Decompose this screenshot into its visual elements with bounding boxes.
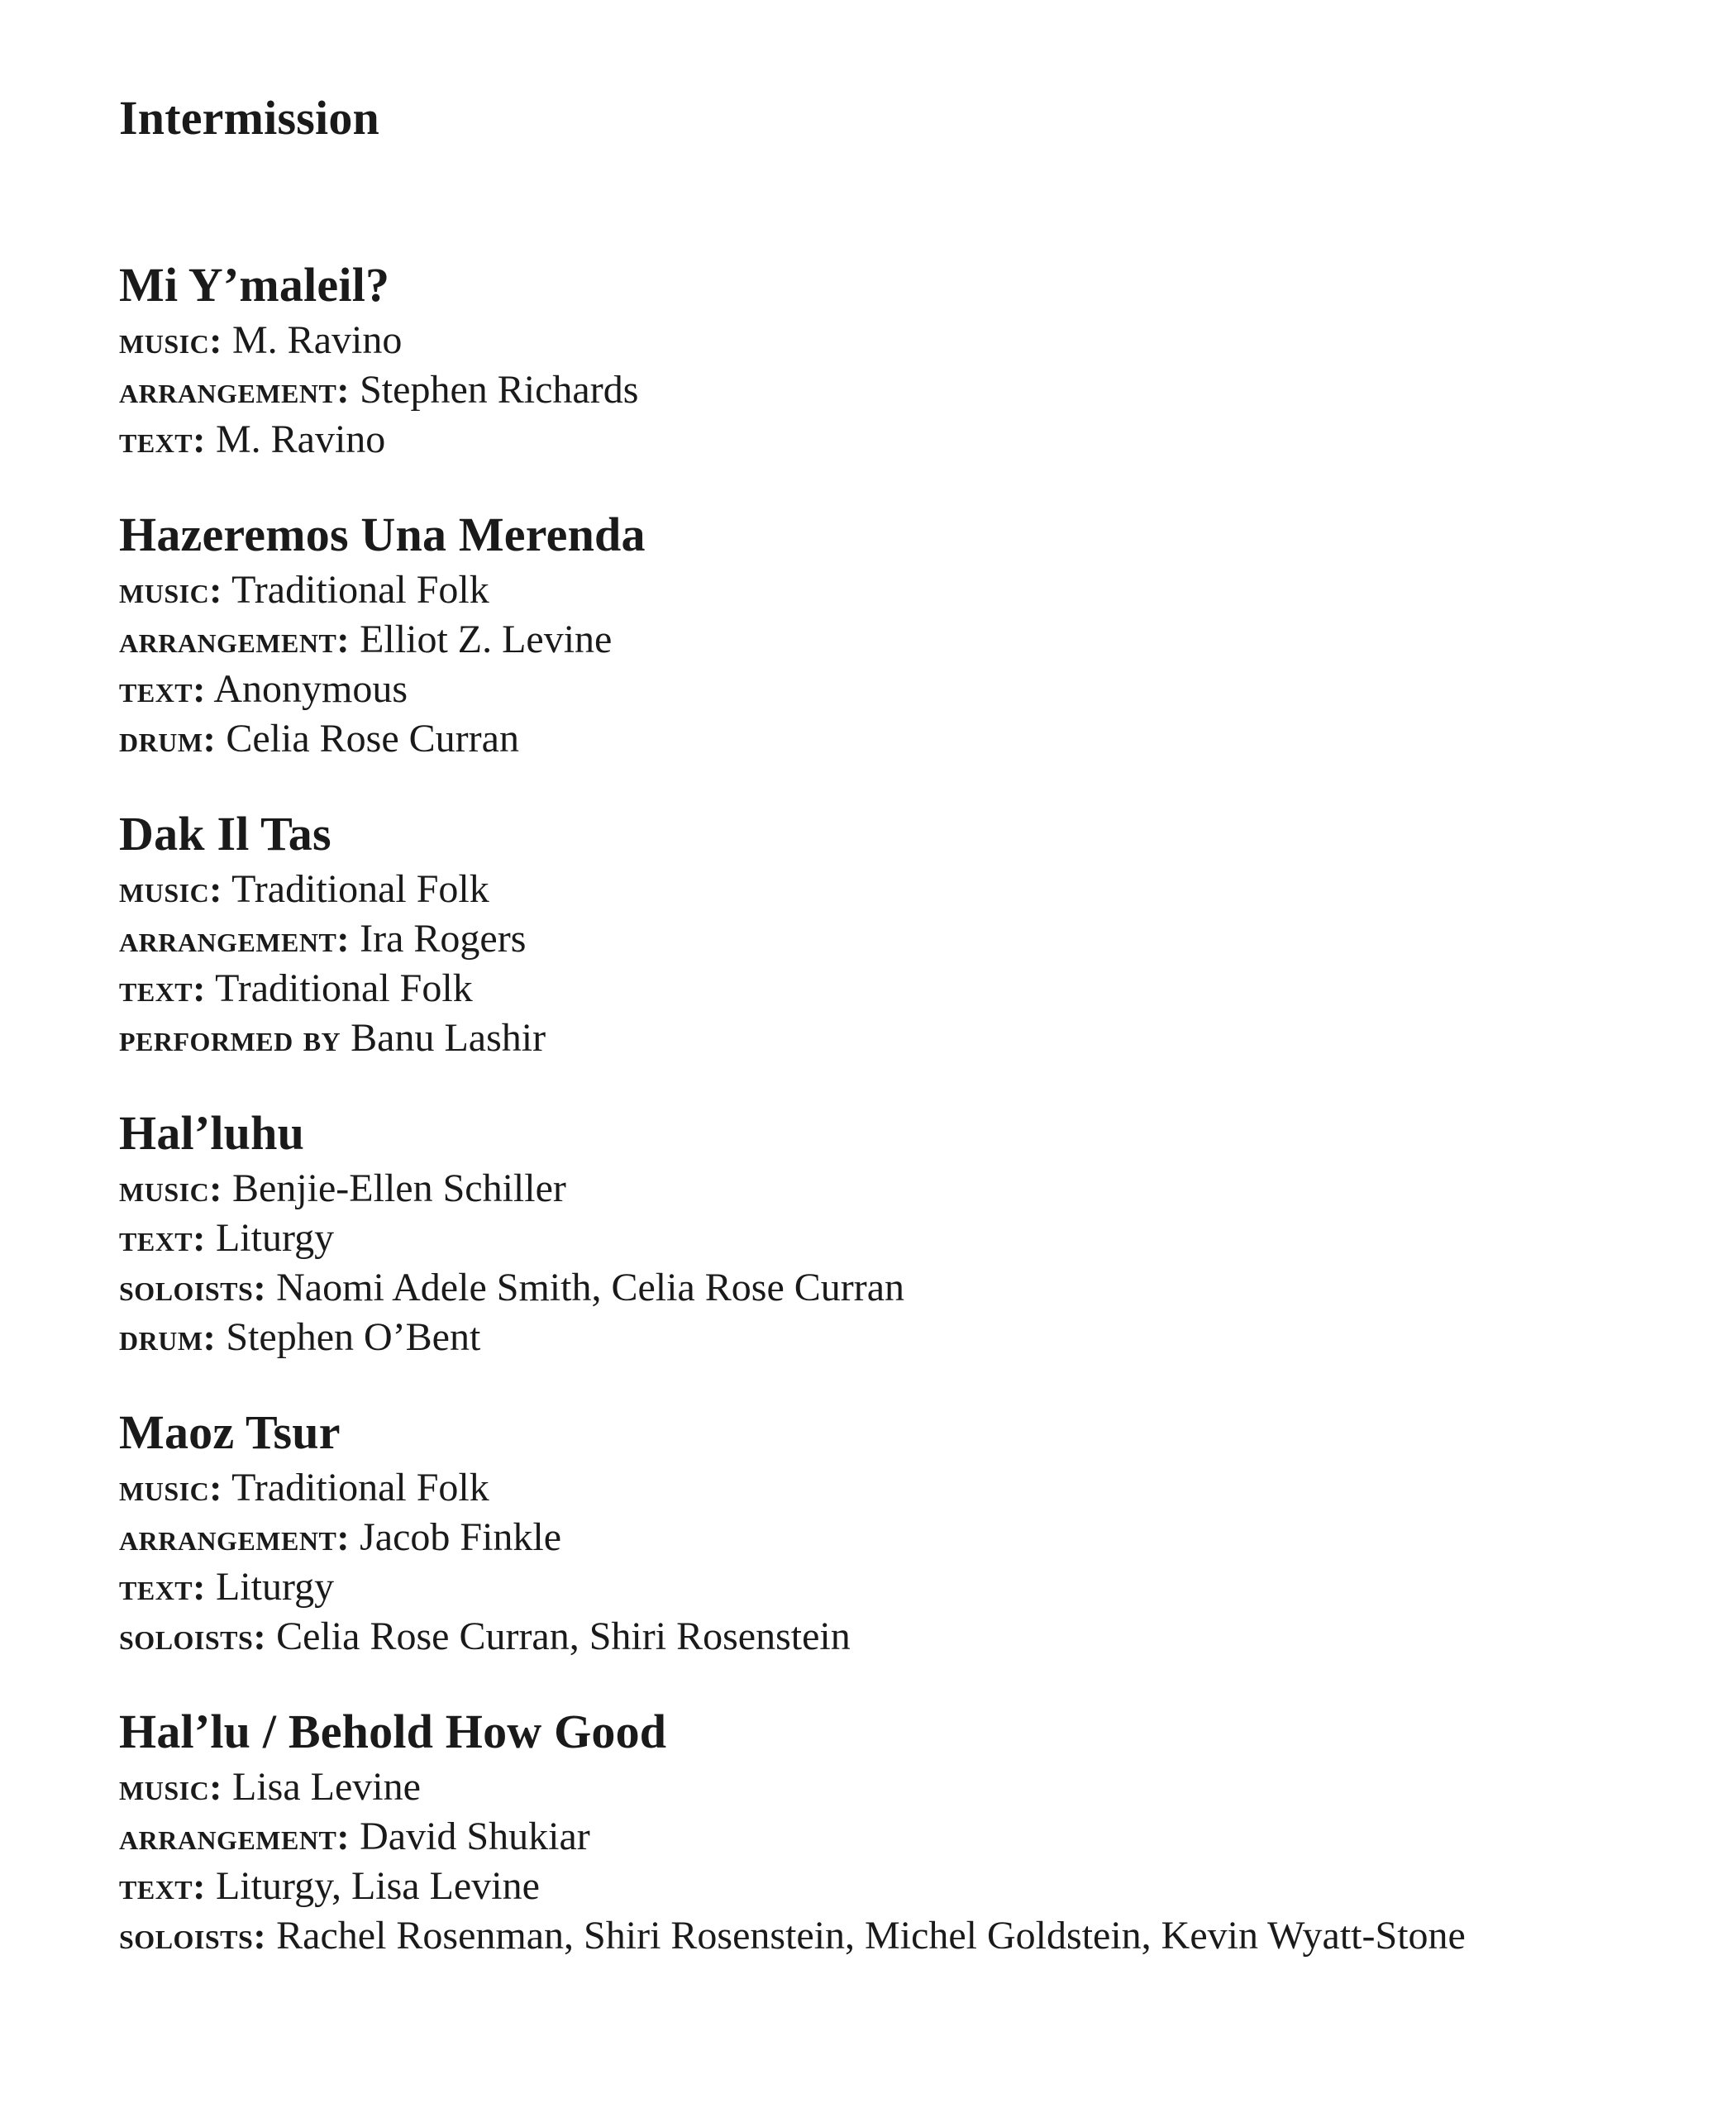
piece bbox=[119, 256, 1690, 465]
credit-value: Naomi Adele Smith, Celia Rose Curran bbox=[276, 1266, 905, 1309]
credit-value: Traditional Folk bbox=[231, 867, 489, 911]
piece bbox=[119, 805, 1690, 1063]
credit-line bbox=[119, 1562, 1690, 1612]
credit-value: Celia Rose Curran, Shiri Rosenstein bbox=[276, 1614, 851, 1658]
credit-value: M. Ravino bbox=[215, 417, 386, 461]
credit-value: Liturgy bbox=[215, 1565, 335, 1609]
program-page bbox=[119, 89, 1690, 2002]
credit-line bbox=[119, 1762, 1690, 1812]
credit-line bbox=[119, 1812, 1690, 1862]
credit-value: Anonymous bbox=[213, 667, 408, 711]
credit-label: soloists: bbox=[119, 1615, 267, 1657]
credit-line bbox=[119, 665, 1690, 714]
credit-label: arrangement: bbox=[119, 618, 351, 661]
credit-value: Liturgy bbox=[215, 1216, 335, 1260]
credit-label: arrangement: bbox=[119, 1815, 351, 1858]
credit-label: text: bbox=[119, 1566, 206, 1608]
credit-value: David Shukiar bbox=[360, 1815, 590, 1858]
piece bbox=[119, 1404, 1690, 1662]
credit-label: arrangement: bbox=[119, 1516, 351, 1558]
credit-label: music: bbox=[119, 569, 222, 611]
credit-line bbox=[119, 1513, 1690, 1562]
intermission-heading: Intermission bbox=[119, 91, 379, 145]
credit-label: text: bbox=[119, 668, 206, 710]
piece-title: Hazeremos Una Merenda bbox=[119, 508, 646, 561]
credit-label: soloists: bbox=[119, 1266, 267, 1309]
credit-line bbox=[119, 1862, 1690, 1911]
credit-value: Stephen O’Bent bbox=[226, 1315, 481, 1359]
credit-line bbox=[119, 565, 1690, 615]
piece bbox=[119, 506, 1690, 764]
piece-title: Hal’luhu bbox=[119, 1106, 305, 1160]
credit-line bbox=[119, 365, 1690, 415]
credit-line bbox=[119, 1263, 1690, 1313]
credit-label: text: bbox=[119, 418, 206, 460]
credit-line bbox=[119, 1164, 1690, 1214]
credit-value: Liturgy, Lisa Levine bbox=[215, 1864, 540, 1908]
credit-label: arrangement: bbox=[119, 369, 351, 411]
credit-line bbox=[119, 316, 1690, 365]
credit-label: text: bbox=[119, 1865, 206, 1907]
credit-value: Traditional Folk bbox=[215, 966, 473, 1010]
credit-value: Ira Rogers bbox=[360, 917, 527, 961]
credit-label: text: bbox=[119, 1217, 206, 1259]
piece-title: Mi Y’maleil? bbox=[119, 258, 390, 312]
credit-label: text: bbox=[119, 967, 206, 1009]
credit-label: arrangement: bbox=[119, 918, 351, 960]
credit-label: performed by bbox=[119, 1017, 341, 1059]
credit-line bbox=[119, 1612, 1690, 1662]
credit-line bbox=[119, 1911, 1690, 1961]
credit-label: drum: bbox=[119, 1316, 217, 1358]
credit-label: music: bbox=[119, 868, 222, 910]
credit-value: Stephen Richards bbox=[360, 368, 639, 412]
credit-value: Jacob Finkle bbox=[360, 1515, 562, 1559]
credit-line bbox=[119, 714, 1690, 764]
credit-label: music: bbox=[119, 1167, 222, 1209]
piece bbox=[119, 1703, 1690, 1961]
credit-line bbox=[119, 1313, 1690, 1362]
credit-value: Traditional Folk bbox=[231, 568, 489, 612]
credit-line bbox=[119, 865, 1690, 914]
credit-line bbox=[119, 964, 1690, 1013]
credit-label: music: bbox=[119, 1766, 222, 1808]
credit-line bbox=[119, 615, 1690, 665]
piece-title: Maoz Tsur bbox=[119, 1405, 341, 1459]
piece bbox=[119, 1104, 1690, 1362]
credit-value: M. Ravino bbox=[232, 318, 403, 362]
credit-value: Benjie-Ellen Schiller bbox=[232, 1166, 566, 1210]
credit-value: Celia Rose Curran bbox=[226, 717, 519, 761]
credit-line bbox=[119, 1013, 1690, 1063]
credit-value: Lisa Levine bbox=[232, 1765, 421, 1809]
credit-value: Traditional Folk bbox=[231, 1466, 489, 1509]
credit-label: music: bbox=[119, 319, 222, 361]
credit-line bbox=[119, 415, 1690, 465]
credit-line bbox=[119, 914, 1690, 964]
credit-value: Rachel Rosenman, Shiri Rosenstein, Michel Goldstein, Kevin Wyatt-Stone bbox=[276, 1914, 1466, 1958]
credit-label: soloists: bbox=[119, 1915, 267, 1957]
piece-title: Hal’lu / Behold How Good bbox=[119, 1705, 667, 1758]
piece-title: Dak Il Tas bbox=[119, 807, 331, 861]
credit-line bbox=[119, 1463, 1690, 1513]
credit-value: Elliot Z. Levine bbox=[360, 618, 613, 661]
credit-label: music: bbox=[119, 1467, 222, 1509]
credit-label: drum: bbox=[119, 718, 217, 760]
credit-line bbox=[119, 1214, 1690, 1263]
credit-value: Banu Lashir bbox=[351, 1016, 546, 1060]
